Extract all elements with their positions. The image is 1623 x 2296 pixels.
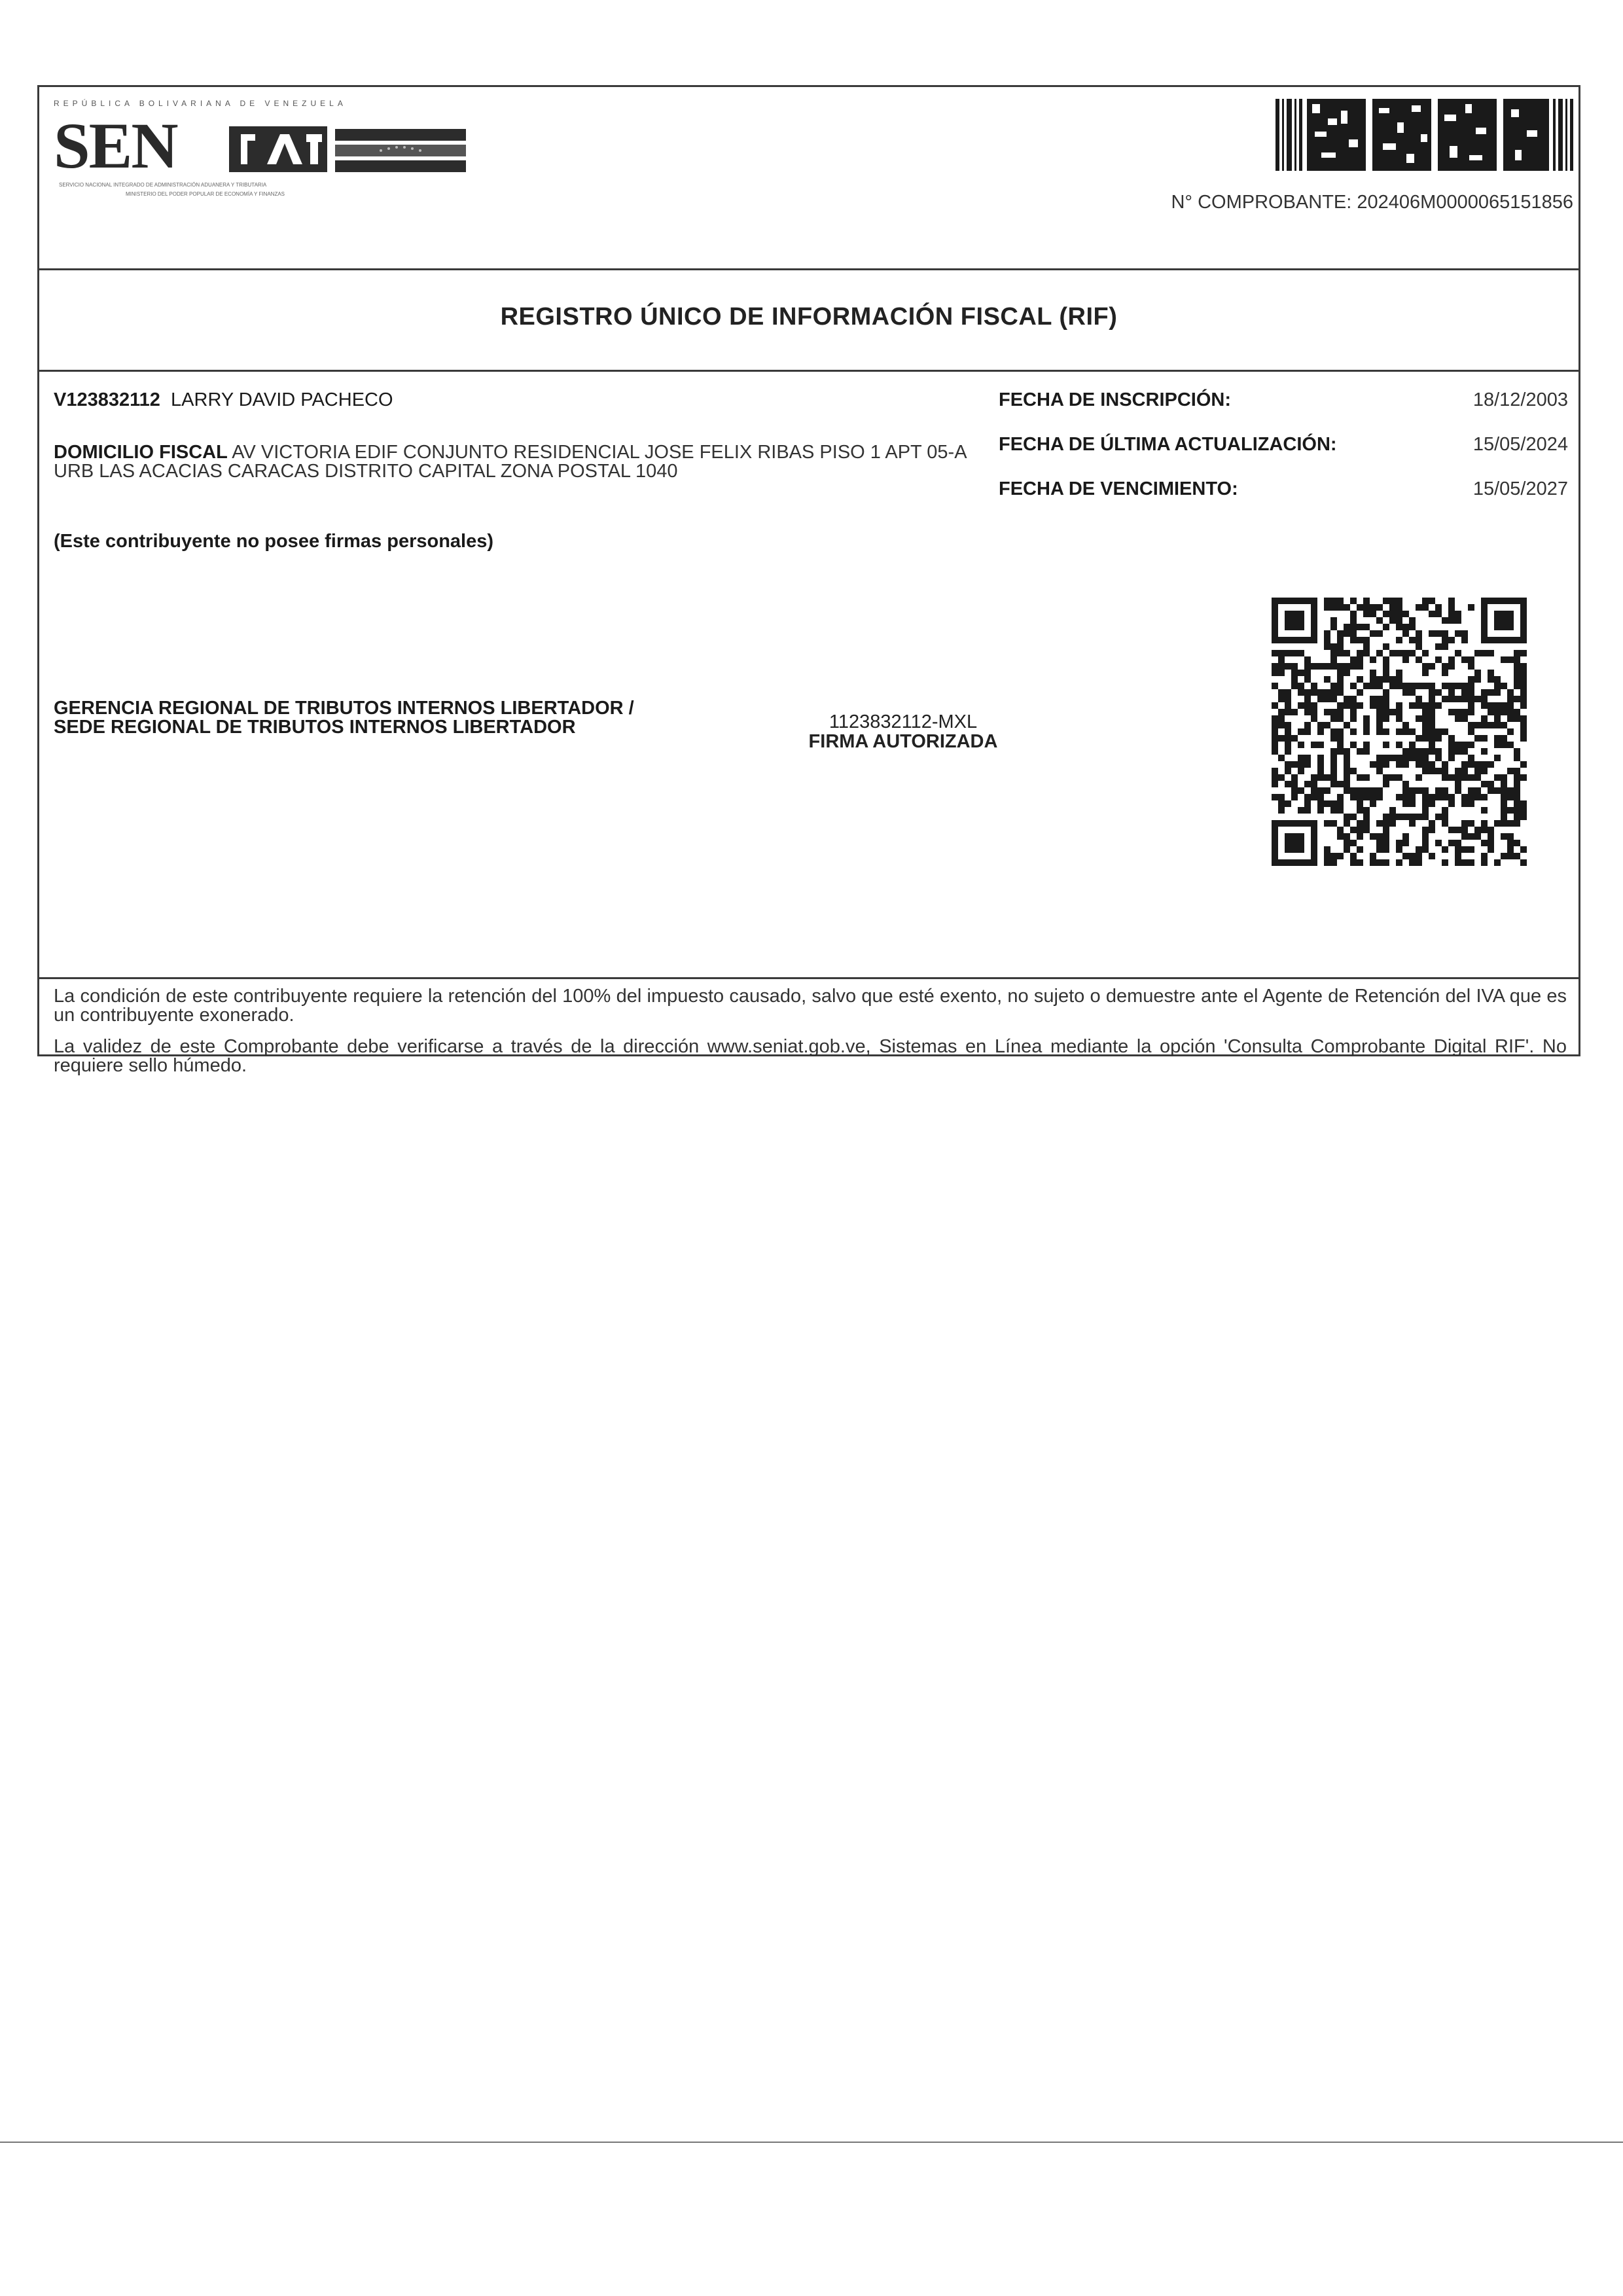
logo-emblem-icon <box>229 126 327 172</box>
inscripcion-value: 18/12/2003 <box>1472 389 1568 410</box>
comprobante-number <box>1171 192 1573 213</box>
comprobante-value: 202406M0000065151856 <box>1357 192 1573 213</box>
rif-certificate <box>37 85 1580 1076</box>
logo-ministry-text: MINISTERIO DEL PODER POPULAR DE ECONOMÍA Y FINANZAS <box>126 191 285 197</box>
inscripcion-label: FECHA DE INSCRIPCIÓN: <box>999 389 1231 410</box>
logo-country-text: REPÚBLICA BOLIVARIANA DE VENEZUELA <box>54 99 347 108</box>
divider <box>39 977 1578 979</box>
taxpayer-name: LARRY DAVID PACHECO <box>171 389 393 410</box>
logo-word: SEN <box>54 109 177 182</box>
logo-agency-text: SERVICIO NACIONAL INTEGRADO DE ADMINISTRACIÓN ADUANERA Y TRIBUTARIA <box>59 182 267 188</box>
actualizacion-value: 15/05/2024 <box>1472 434 1568 455</box>
comprobante-label: N° COMPROBANTE: <box>1171 192 1352 213</box>
vencimiento-value: 15/05/2027 <box>1472 478 1568 499</box>
domicilio-fiscal <box>54 443 1003 481</box>
divider <box>39 268 1578 270</box>
taxpayer-line <box>54 389 393 411</box>
seniat-logo <box>54 99 473 197</box>
vencimiento-label: FECHA DE VENCIMIENTO: <box>999 478 1238 499</box>
scan-edge-line <box>0 2142 1623 2143</box>
actualizacion-label: FECHA DE ÚLTIMA ACTUALIZACIÓN: <box>999 434 1337 455</box>
validez-note: La validez de este Comprobante debe verificarse a través de la dirección www.seniat.gob.ve, Sistemas en Línea mediante la opción 'Consulta Comprobante Digital RIF'. No requiere sello húmedo. <box>54 1036 1567 1076</box>
rif-number: V123832112 <box>54 389 160 410</box>
divider <box>39 370 1578 372</box>
document-title: REGISTRO ÚNICO DE INFORMACIÓN FISCAL (RIF) <box>500 303 1118 331</box>
domicilio-value: AV VICTORIA EDIF CONJUNTO RESIDENCIAL JOSE FELIX RIBAS PISO 1 APT 05-A URB LAS ACACIAS CARACAS DISTRITO CAPITAL ZONA POSTAL 1040 <box>54 442 966 482</box>
retencion-note: La condición de este contribuyente requiere la retención del 100% del impuesto causado, salvo que esté exento, no sujeto o demuestre ante el Agente de Retención del IVA que es un contribuyente exonerado. <box>54 986 1567 1026</box>
qr-code-icon <box>1272 598 1527 866</box>
logo-flag-icon <box>335 129 466 172</box>
firma-code: 1123832112-MXL <box>829 711 978 732</box>
gerencia-regional: GERENCIA REGIONAL DE TRIBUTOS INTERNOS LIBERTADOR / SEDE REGIONAL DE TRIBUTOS INTERNOS LIBERTADOR <box>54 698 634 738</box>
barcode-icon <box>1275 99 1573 171</box>
domicilio-label: DOMICILIO FISCAL <box>54 442 228 463</box>
firma-block <box>746 712 1060 751</box>
firmas-note: (Este contribuyente no posee firmas personales) <box>54 531 494 552</box>
firma-label: FIRMA AUTORIZADA <box>808 731 998 752</box>
